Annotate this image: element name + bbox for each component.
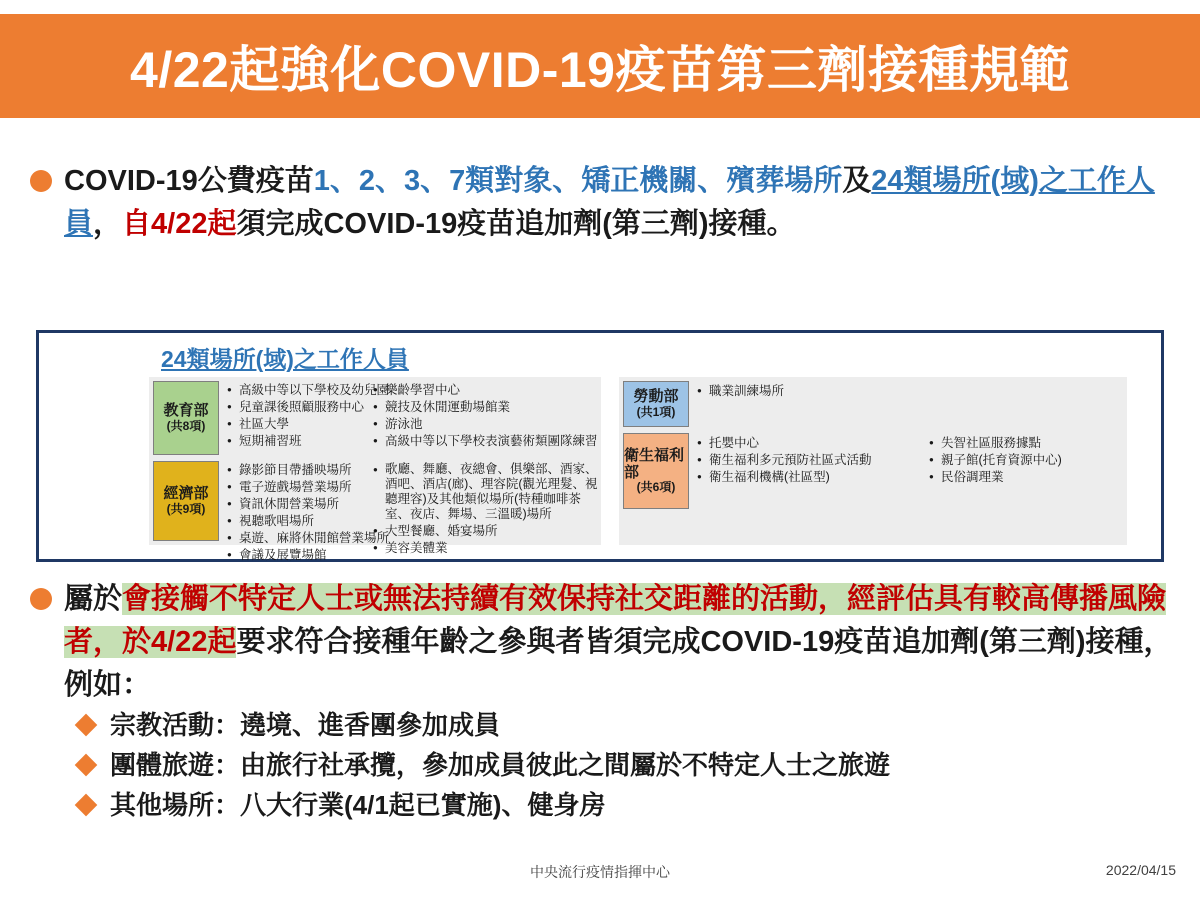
list-item: ● 高級中等以下學校表演藝術類團隊練習 xyxy=(373,433,601,449)
list-item: ● 兒童課後照顧服務中心 xyxy=(227,399,379,415)
venues-panel-right xyxy=(619,377,1127,545)
list-item: ● 桌遊、麻將休閒館營業場所 xyxy=(227,530,379,546)
list-item: ● 競技及休閒運動場館業 xyxy=(373,399,601,415)
page-title: 4/22起強化COVID-19疫苗第三劑接種規範 xyxy=(130,42,1070,98)
footer-date: 2022/04/15 xyxy=(1105,862,1176,878)
diamond-bullet-icon xyxy=(75,794,98,817)
bullet2-seg2: 會接觸不特定人士或無法持續有效保持社交距離的活動，經評估具有較高傳播風險者，於4/22起 xyxy=(64,583,1167,658)
diamond-bullet-icon xyxy=(75,754,98,777)
list-item: ● 親子館(托育資源中心) xyxy=(929,452,1125,468)
list-item: ● 民俗調理業 xyxy=(929,469,1125,485)
category-count: (共1項) xyxy=(636,404,676,419)
bullet1-seg3: 及 xyxy=(842,165,872,197)
list-item xyxy=(78,708,1178,742)
health-items-col1 xyxy=(697,435,937,486)
header-banner xyxy=(0,14,1200,118)
bullet-2-text xyxy=(64,578,1180,707)
bullet-paragraph-1 xyxy=(30,160,1170,246)
category-label-education xyxy=(153,381,219,455)
bullet-paragraph-2 xyxy=(30,578,1180,707)
list-item: ● 錄影節目帶播映場所 xyxy=(227,462,379,478)
list-item: ● 失智社區服務據點 xyxy=(929,435,1125,451)
list-item: ● 高級中等以下學校及幼兒園 xyxy=(227,382,379,398)
bullet-dot-icon xyxy=(30,588,52,610)
category-count: (共9項) xyxy=(166,501,206,516)
examples-list xyxy=(78,708,1178,828)
footer-organization: 中央流行疫情指揮中心 xyxy=(530,864,670,880)
venues-table-box xyxy=(36,330,1164,562)
economy-items-col2 xyxy=(373,462,601,557)
list-item: ● 歌廳、舞廳、夜總會、俱樂部、酒家、酒吧、酒店(廊)、理容院(觀光理髮、視聽理容)及其他類似場所(特種咖啡茶室、夜店、舞場、三溫暖)場所 xyxy=(373,462,601,522)
venues-table-title: 24類場所(域)之工作人員 xyxy=(161,346,409,372)
list-item: ● 樂齡學習中心 xyxy=(373,382,601,398)
venues-panel-left xyxy=(149,377,601,562)
economy-items-col1 xyxy=(227,462,390,564)
bullet1-seg4: 24類場所(域)之工作人員 xyxy=(64,165,1155,240)
diamond-bullet-icon xyxy=(75,714,98,737)
bullet1-seg5: ， xyxy=(93,208,123,240)
category-name: 經濟部 xyxy=(163,485,209,503)
list-item: ● 職業訓練場所 xyxy=(697,383,917,399)
list-item: ● 視聽歌唱場所 xyxy=(227,513,379,529)
list-item-label: 團體旅遊：由旅行社承攬，參加成員彼此之間屬於不特定人士之旅遊 xyxy=(110,750,891,780)
bullet2-seg3: 要求符合接種年齡之參與者皆須完成COVID-19疫苗追加劑(第三劑)接種，例如： xyxy=(64,626,1173,701)
list-item xyxy=(78,788,1178,822)
category-count: (共8項) xyxy=(166,418,206,433)
bullet-1-text xyxy=(64,160,1170,246)
list-item: ● 社區大學 xyxy=(227,416,379,432)
list-item: ● 衛生福利機構(社區型) xyxy=(697,469,937,485)
bullet-dot-icon xyxy=(30,170,52,192)
category-label-economy xyxy=(153,461,219,541)
category-name: 教育部 xyxy=(163,402,209,420)
category-label-health xyxy=(623,433,689,509)
list-item: ● 衛生福利多元預防社區式活動 xyxy=(697,452,937,468)
labor-items-col1 xyxy=(697,383,917,400)
list-item: ● 游泳池 xyxy=(373,416,601,432)
category-count: (共6項) xyxy=(636,480,676,495)
list-item-label: 宗教活動：遶境、進香團參加成員 xyxy=(110,710,501,740)
bullet2-seg1: 屬於 xyxy=(64,583,123,615)
education-items-col2 xyxy=(373,382,601,450)
list-item: ● 美容美體業 xyxy=(373,540,601,556)
bullet1-seg7: 須完成COVID-19疫苗追加劑(第三劑)接種。 xyxy=(236,208,796,240)
list-item: ● 托嬰中心 xyxy=(697,435,937,451)
health-items-col2 xyxy=(929,435,1125,486)
list-item: ● 會議及展覽場館 xyxy=(227,547,379,563)
category-label-labor xyxy=(623,381,689,427)
bullet1-seg6: 自4/22起 xyxy=(122,208,237,240)
list-item: ● 電子遊戲場營業場所 xyxy=(227,479,379,495)
list-item: ● 短期補習班 xyxy=(227,433,379,449)
bullet1-seg1: COVID-19公費疫苗 xyxy=(64,165,314,197)
list-item: ● 大型餐廳、婚宴場所 xyxy=(373,523,601,539)
list-item xyxy=(78,748,1178,782)
category-name: 勞動部 xyxy=(633,388,679,406)
category-name: 衛生福利部 xyxy=(624,446,685,482)
education-items-col1 xyxy=(227,382,390,450)
bullet1-seg2: 1、2、3、7類對象、矯正機關、殯葬場所 xyxy=(313,165,843,197)
list-item-label: 其他場所：八大行業(4/1起已實施)、健身房 xyxy=(110,790,606,820)
list-item: ● 資訊休閒營業場所 xyxy=(227,496,379,512)
